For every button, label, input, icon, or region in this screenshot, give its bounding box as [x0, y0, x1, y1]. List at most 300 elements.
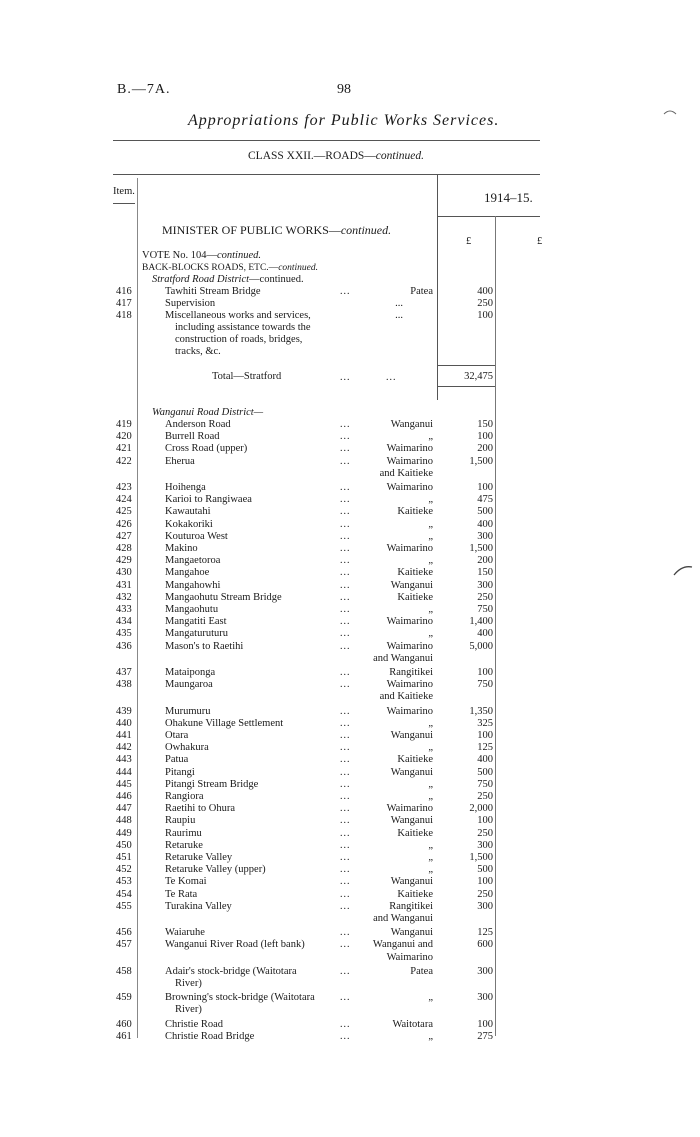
- item-name: Te Komai: [165, 876, 207, 888]
- total-dots-2: ...: [386, 372, 397, 383]
- amount: 100: [477, 730, 493, 741]
- item-number: 429: [116, 555, 132, 567]
- wanganui-row: [0, 730, 700, 742]
- item-number: 454: [116, 888, 132, 900]
- item-number: 434: [116, 616, 132, 628]
- item-name: Hoihenga: [165, 482, 206, 493]
- item-name: Turakina Valley: [165, 900, 232, 912]
- district: Waimarino: [386, 640, 433, 652]
- item-name: Mangahowhi: [165, 579, 221, 591]
- leader-dots: ...: [340, 591, 351, 603]
- item-number: 440: [116, 717, 132, 729]
- item-name: Cross Road (upper): [165, 443, 248, 455]
- district: Rangitikei: [389, 667, 433, 678]
- item-name: Tawhiti Stream Bridge: [165, 286, 261, 297]
- wanganui-row: [0, 543, 700, 555]
- page-title: Appropriations for Public Works Services.: [188, 112, 500, 129]
- wanganui-row: [0, 767, 700, 779]
- wanganui-row: [0, 966, 700, 978]
- item-name: Mangaohutu Stream Bridge: [165, 591, 282, 603]
- amount: 475: [477, 494, 493, 506]
- item-number: 446: [116, 791, 132, 802]
- district: „: [428, 791, 433, 802]
- district: ...: [395, 298, 403, 310]
- item-name: Waiaruhe: [165, 927, 205, 939]
- item-number: 427: [116, 530, 132, 542]
- leader-dots: ...: [340, 852, 351, 863]
- item-name: Karioi to Rangiwaea: [165, 494, 252, 506]
- leader-dots: ...: [340, 679, 351, 691]
- district: Kaitieke: [397, 827, 433, 839]
- item-name: Raetihi to Ohura: [165, 803, 235, 815]
- item-header-underline: [113, 203, 135, 204]
- district: Patea: [410, 965, 433, 977]
- wanganui-row: [0, 791, 700, 803]
- item-name: Mangaturuturu: [165, 628, 228, 640]
- item-number: 461: [116, 1030, 132, 1042]
- item-number: 439: [116, 705, 132, 717]
- wanganui-row: [0, 531, 700, 543]
- item-name: Maungaroa: [165, 679, 213, 691]
- wanganui-row: [0, 876, 700, 888]
- item-number: 425: [116, 506, 132, 518]
- district: Waimarino: [386, 705, 433, 717]
- wanganui-row: [0, 803, 700, 815]
- year-column-header: 1914–15.: [484, 190, 533, 205]
- backblocks-text: BACK-BLOCKS ROADS, ETC.—: [142, 263, 279, 273]
- leader-dots: ...: [340, 965, 351, 977]
- leader-dots: ...: [340, 927, 351, 939]
- wanganui-row: [0, 679, 700, 691]
- stratford-row: [0, 310, 700, 322]
- stratford-row: [0, 286, 700, 298]
- minister-heading: [162, 223, 391, 238]
- leader-dots: ...: [340, 864, 351, 876]
- item-name: Retaruke Valley: [165, 852, 233, 863]
- leader-dots: ...: [340, 567, 351, 579]
- district: „: [428, 717, 433, 729]
- wanganui-row: [0, 742, 700, 754]
- item-name: Eherua: [165, 455, 195, 467]
- district: Waimarino: [386, 443, 433, 455]
- amount: 300: [477, 839, 493, 851]
- item-number: 452: [116, 864, 132, 876]
- wanganui-row: [0, 718, 700, 730]
- amount: 250: [477, 888, 493, 900]
- district: Kaitieke: [397, 506, 433, 518]
- wanganui-row: [0, 828, 700, 840]
- district: Kaitieke: [397, 591, 433, 603]
- district: „: [428, 431, 433, 443]
- item-number: 418: [116, 310, 132, 322]
- leader-dots: ...: [340, 530, 351, 542]
- stratford-text: Stratford Road District: [152, 274, 250, 285]
- amount: 250: [477, 591, 493, 603]
- item-number: 442: [116, 742, 132, 754]
- amount: 400: [477, 628, 493, 640]
- amount: 500: [477, 766, 493, 778]
- amount: 750: [477, 604, 493, 615]
- item-number: 430: [116, 567, 132, 579]
- amount: 500: [477, 506, 493, 518]
- item-number: 437: [116, 667, 132, 678]
- item-number: 419: [116, 419, 132, 430]
- wanganui-row: [0, 580, 700, 592]
- item-name: Makino: [165, 543, 198, 554]
- leader-dots: ...: [340, 455, 351, 467]
- wanganui-row-cont: [0, 653, 700, 665]
- margin-mark-right: [672, 563, 694, 581]
- amount: 125: [477, 927, 493, 939]
- item-number: 455: [116, 900, 132, 912]
- title-rule: [113, 140, 540, 141]
- leader-dots: ...: [340, 667, 351, 678]
- vote-heading: [142, 250, 261, 262]
- amount: 750: [477, 778, 493, 790]
- item-name: Adair's stock-bridge (Waitotara: [165, 965, 297, 977]
- district: Kaitieke: [397, 754, 433, 766]
- amount: 1,500: [469, 852, 493, 863]
- misc-cont-1: including assistance towards the: [175, 322, 311, 333]
- leader-dots: ...: [340, 754, 351, 766]
- misc-cont-2: construction of roads, bridges,: [175, 334, 303, 345]
- district-continued: and Wanganui: [373, 913, 433, 924]
- item-name: Mason's to Raetihi: [165, 640, 244, 652]
- minister-text: MINISTER OF PUBLIC WORKS—: [162, 223, 341, 237]
- pound-symbol-2: £: [537, 236, 543, 247]
- leader-dots: ...: [340, 616, 351, 628]
- district: „: [428, 628, 433, 640]
- amount: 300: [477, 579, 493, 591]
- item-name: Otara: [165, 730, 189, 741]
- misc-cont-3: tracks, &c.: [175, 346, 221, 357]
- item-number: 432: [116, 591, 132, 603]
- item-number: 458: [116, 965, 132, 977]
- item-number: 456: [116, 927, 132, 939]
- district: „: [428, 839, 433, 851]
- wanganui-row: [0, 641, 700, 653]
- amount: 1,350: [469, 705, 493, 717]
- item-name: Patua: [165, 754, 189, 766]
- wanganui-row: [0, 628, 700, 640]
- item-name: Raupiu: [165, 815, 196, 827]
- leader-dots: ...: [340, 286, 351, 297]
- district: ...: [395, 310, 403, 322]
- district: Waitotara: [392, 1018, 433, 1030]
- class-title-text: CLASS XXII.—ROADS—: [248, 150, 376, 162]
- item-number: 443: [116, 754, 132, 766]
- amount: 100: [477, 482, 493, 493]
- item-name: Retaruke: [165, 839, 203, 851]
- item-name: Kokakoriki: [165, 518, 213, 530]
- item-number: 433: [116, 604, 132, 615]
- district: „: [428, 1030, 433, 1042]
- wanganui-row: [0, 506, 700, 518]
- amount: 400: [477, 754, 493, 766]
- item-name: Supervision: [165, 298, 216, 310]
- item-number: 435: [116, 628, 132, 640]
- leader-dots: ...: [340, 506, 351, 518]
- amount: 100: [477, 431, 493, 443]
- backblocks-continued: continued.: [278, 263, 319, 273]
- leader-dots: ...: [340, 827, 351, 839]
- district: Waimarino: [386, 455, 433, 467]
- item-number: 457: [116, 939, 132, 951]
- wanganui-row: [0, 840, 700, 852]
- wanganui-row: [0, 864, 700, 876]
- item-number: 459: [116, 992, 132, 1004]
- district: Kaitieke: [397, 888, 433, 900]
- amount: 125: [477, 742, 493, 754]
- vote-text: VOTE No. 104—: [142, 250, 217, 261]
- item-name: Owhakura: [165, 742, 209, 754]
- item-name: Pitangi Stream Bridge: [165, 778, 259, 790]
- wanganui-row: [0, 419, 700, 431]
- item-number: 445: [116, 778, 132, 790]
- district-continued: and Kaitieke: [379, 691, 433, 703]
- amount: 250: [477, 827, 493, 839]
- wanganui-row-cont: [0, 913, 700, 925]
- wanganui-row: [0, 482, 700, 494]
- wanganui-row: [0, 604, 700, 616]
- item-number: 444: [116, 766, 132, 778]
- pound-symbol-1: £: [466, 236, 472, 247]
- amount: 5,000: [469, 640, 493, 652]
- district: Wanganui: [390, 766, 433, 778]
- year-header-rule: [437, 216, 540, 217]
- leader-dots: ...: [340, 766, 351, 778]
- amount: 100: [477, 815, 493, 827]
- district: Waimarino: [386, 543, 433, 554]
- district: Wanganui: [390, 730, 433, 741]
- wanganui-row: [0, 927, 700, 939]
- amount: 100: [477, 667, 493, 678]
- district: Waimarino: [386, 803, 433, 815]
- leader-dots: ...: [340, 778, 351, 790]
- item-name: Retaruke Valley (upper): [165, 864, 266, 876]
- margin-mark-top: [662, 104, 682, 124]
- district: Wanganui: [390, 579, 433, 591]
- leader-dots: ...: [340, 1030, 351, 1042]
- page-number: 98: [337, 82, 351, 97]
- district: „: [428, 864, 433, 876]
- item-number: 428: [116, 543, 132, 554]
- stratford-row: [0, 298, 700, 310]
- stratford-heading: [152, 274, 304, 286]
- item-name: Mangaetoroa: [165, 555, 221, 567]
- amount: 300: [477, 900, 493, 912]
- class-title-continued: continued.: [375, 150, 425, 162]
- item-number: 417: [116, 298, 132, 310]
- leader-dots: ...: [340, 705, 351, 717]
- leader-dots: ...: [340, 543, 351, 554]
- item-name: Browning's stock-bridge (Waitotara: [165, 992, 315, 1004]
- item-number: 453: [116, 876, 132, 888]
- district: „: [428, 555, 433, 567]
- amount: 500: [477, 864, 493, 876]
- district: „: [428, 852, 433, 863]
- district: „: [428, 494, 433, 506]
- wanganui-row: [0, 706, 700, 718]
- amount: 600: [477, 939, 493, 951]
- wanganui-row: [0, 456, 700, 468]
- leader-dots: ...: [340, 604, 351, 615]
- item-number: 421: [116, 443, 132, 455]
- leader-dots: ...: [340, 482, 351, 493]
- class-title: [248, 150, 424, 162]
- district-continued: and Wanganui: [373, 652, 433, 664]
- district: „: [428, 518, 433, 530]
- wanganui-heading: Wanganui Road District—: [152, 407, 264, 418]
- district-continued: and Kaitieke: [379, 467, 433, 479]
- leader-dots: ...: [340, 419, 351, 430]
- item-name: Miscellaneous works and services,: [165, 310, 311, 322]
- document-reference: B.—7A.: [117, 82, 171, 97]
- leader-dots: ...: [340, 717, 351, 729]
- district: „: [428, 742, 433, 754]
- wanganui-row: [0, 1031, 700, 1043]
- amount: 2,000: [469, 803, 493, 815]
- leader-dots: ...: [340, 815, 351, 827]
- district: „: [428, 604, 433, 615]
- leader-dots: ...: [340, 579, 351, 591]
- district: Rangitikei: [389, 900, 433, 912]
- amount: 300: [477, 992, 493, 1004]
- wanganui-row-cont: [0, 978, 700, 990]
- wanganui-row: [0, 992, 700, 1004]
- item-name: Christie Road Bridge: [165, 1030, 255, 1042]
- district: Wanganui: [390, 815, 433, 827]
- wanganui-row: [0, 815, 700, 827]
- leader-dots: ...: [340, 939, 351, 951]
- district: Waimarino: [386, 482, 433, 493]
- wanganui-row: [0, 567, 700, 579]
- item-name: Burrell Road: [165, 431, 220, 443]
- minister-continued: continued.: [340, 223, 392, 237]
- item-name-continued: River): [175, 1004, 202, 1016]
- district: „: [428, 530, 433, 542]
- leader-dots: ...: [340, 494, 351, 506]
- wanganui-row: [0, 616, 700, 628]
- wanganui-row: [0, 431, 700, 443]
- item-name: Raurimu: [165, 827, 202, 839]
- item-name: Wanganui River Road (left bank): [165, 939, 305, 951]
- leader-dots: ...: [340, 791, 351, 802]
- backblocks-heading: [142, 262, 318, 274]
- item-number: 420: [116, 431, 132, 443]
- item-number: 447: [116, 803, 132, 815]
- district: Wanganui: [390, 927, 433, 939]
- item-name: Mangahoe: [165, 567, 210, 579]
- total-dots-1: ...: [340, 372, 351, 383]
- item-number: 431: [116, 579, 132, 591]
- amount: 325: [477, 717, 493, 729]
- leader-dots: ...: [340, 555, 351, 567]
- amount: 100: [477, 1018, 493, 1030]
- wanganui-row-cont: [0, 952, 700, 964]
- item-name: Christie Road: [165, 1018, 224, 1030]
- leader-dots: ...: [340, 900, 351, 912]
- item-name: Mangaohutu: [165, 604, 219, 615]
- total-amount: 32,475: [464, 371, 493, 382]
- district: Wanganui: [390, 876, 433, 888]
- vote-continued: continued.: [216, 250, 261, 261]
- item-number: 426: [116, 518, 132, 530]
- leader-dots: ...: [340, 876, 351, 888]
- stratford-continued: —continued.: [249, 274, 304, 285]
- wanganui-row: [0, 889, 700, 901]
- leader-dots: ...: [340, 730, 351, 741]
- item-name: Anderson Road: [165, 419, 231, 430]
- wanganui-row: [0, 1019, 700, 1031]
- item-column-header: Item.: [113, 186, 135, 197]
- amount: 200: [477, 443, 493, 455]
- item-number: 423: [116, 482, 132, 493]
- leader-dots: ...: [340, 888, 351, 900]
- wanganui-row: [0, 667, 700, 679]
- amount: 100: [477, 876, 493, 888]
- wanganui-row-cont: [0, 691, 700, 703]
- wanganui-row: [0, 754, 700, 766]
- item-number: 424: [116, 494, 132, 506]
- item-number: 436: [116, 640, 132, 652]
- leader-dots: ...: [340, 803, 351, 815]
- wanganui-row: [0, 852, 700, 864]
- wanganui-row: [0, 901, 700, 913]
- leader-dots: ...: [340, 628, 351, 640]
- item-number: 451: [116, 852, 132, 863]
- total-label: Total—Stratford: [212, 371, 282, 382]
- leader-dots: ...: [340, 431, 351, 443]
- item-name: Te Rata: [165, 888, 198, 900]
- leader-dots: ...: [340, 839, 351, 851]
- item-number: 448: [116, 815, 132, 827]
- amount: 250: [477, 298, 493, 310]
- wanganui-row: [0, 519, 700, 531]
- leader-dots: ...: [340, 1018, 351, 1030]
- wanganui-row: [0, 592, 700, 604]
- item-number: 441: [116, 730, 132, 741]
- item-name: Murumuru: [165, 705, 211, 717]
- wanganui-row: [0, 555, 700, 567]
- district: Wanganui: [390, 419, 433, 430]
- amount: 1,400: [469, 616, 493, 628]
- amount: 250: [477, 791, 493, 802]
- item-name: Kouturoa West: [165, 530, 228, 542]
- leader-dots: ...: [340, 992, 351, 1004]
- district: Patea: [410, 286, 433, 297]
- leader-dots: ...: [340, 443, 351, 455]
- district: „: [428, 992, 433, 1004]
- item-name: Mangatiti East: [165, 616, 227, 628]
- amount: 750: [477, 679, 493, 691]
- item-number: 460: [116, 1018, 132, 1030]
- district: Waimarino: [386, 679, 433, 691]
- item-name-continued: River): [175, 978, 202, 989]
- amount: 100: [477, 310, 493, 322]
- amount: 275: [477, 1030, 493, 1042]
- amount: 300: [477, 965, 493, 977]
- item-name: Rangiora: [165, 791, 204, 802]
- amount: 300: [477, 530, 493, 542]
- amount: 150: [477, 419, 493, 430]
- wanganui-row: [0, 443, 700, 455]
- item-name: Mataiponga: [165, 667, 216, 678]
- wanganui-row: [0, 779, 700, 791]
- wanganui-row-cont: [0, 1004, 700, 1016]
- district-continued: Waimarino: [386, 951, 433, 963]
- wanganui-row: [0, 939, 700, 951]
